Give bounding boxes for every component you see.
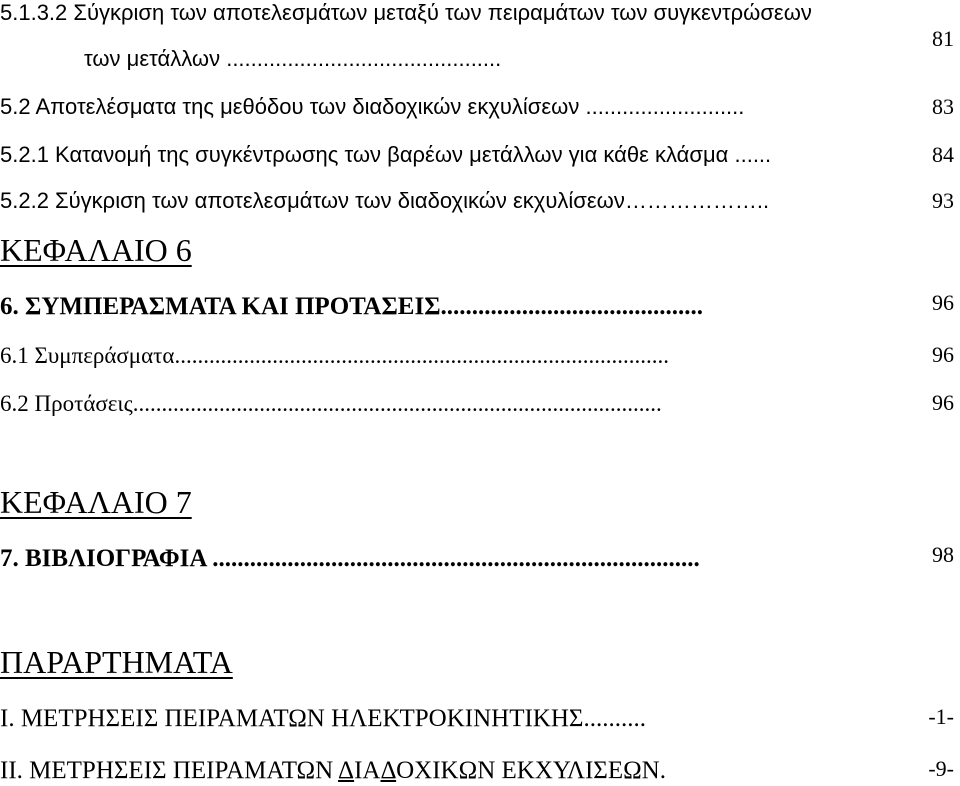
toc-entry-7[interactable]: 7. ΒΙΒΛΙΟΓΡΑΦΙΑ .............................................................................. [0,545,700,572]
toc-page-number: 98 [932,542,954,567]
toc-page-number: -1- [928,704,954,729]
toc-entry-5-2-1[interactable]: 5.2.1 Κατανομή της συγκέντρωσης των βαρέων μετάλλων για κάθε κλάσμα ...... [0,142,772,167]
toc-page-number: 96 [932,342,954,367]
appendix-2-text-part: ΙΙ. ΜΕΤΡΗΣΕΙΣ ΠΕΙΡΑΜΑΤΩΝ [0,757,339,784]
toc-page-number: 84 [932,142,954,167]
chapter-7-heading: ΚΕΦΑΛΑΙΟ 7 [0,484,192,520]
toc-page-number: -9- [928,756,954,781]
toc-page-number: 81 [932,26,954,51]
toc-page-number: 83 [932,94,954,119]
toc-entry-5-1-3-2-line2[interactable]: των μετάλλων ............................................. [84,46,502,71]
toc-entry-6-2[interactable]: 6.2 Προτάσεις............................................................................................ [0,391,662,416]
appendices-heading: ΠΑΡΑΡΤΗΜΑΤΑ [0,644,233,680]
toc-entry-5-1-3-2-line1[interactable]: 5.1.3.2 Σύγκριση των αποτελεσμάτων μεταξύ των πειραμάτων των συγκεντρώσεων [0,0,812,25]
toc-page-number: 93 [932,188,954,213]
chapter-6-heading: ΚΕΦΑΛΑΙΟ 6 [0,232,192,268]
appendix-2-text-part: Δ [380,757,397,784]
appendix-2-text-part: Δ [338,757,355,784]
toc-entry-5-2-2[interactable]: 5.2.2 Σύγκριση των αποτελεσμάτων των διαδοχικών εκχυλίσεων……………….. [0,188,770,213]
toc-entry-6[interactable]: 6. ΣΥΜΠΕΡΑΣΜΑΤΑ ΚΑΙ ΠΡΟΤΑΣΕΙΣ.......................................... [0,293,704,320]
appendix-2-text-part: ΙΑ [354,757,381,784]
appendix-2-text-part: ΟΧΙΚΩΝ ΕΚΧΥΛΙΣΕΩΝ. [396,757,666,784]
appendix-2-entry[interactable] [0,758,666,783]
toc-entry-6-1[interactable]: 6.1 Συμπεράσματα...................................................................................... [0,343,669,368]
appendix-1-entry[interactable]: Ι. ΜΕΤΡΗΣΕΙΣ ΠΕΙΡΑΜΑΤΩΝ ΗΛΕΚΤΡΟΚΙΝΗΤΙΚΗΣ.......... [0,705,646,732]
toc-entry-5-2[interactable]: 5.2 Αποτελέσματα της μεθόδου των διαδοχικών εκχυλίσεων .......................... [0,94,745,119]
toc-page-number: 96 [932,390,954,415]
toc-page-number: 96 [932,290,954,315]
